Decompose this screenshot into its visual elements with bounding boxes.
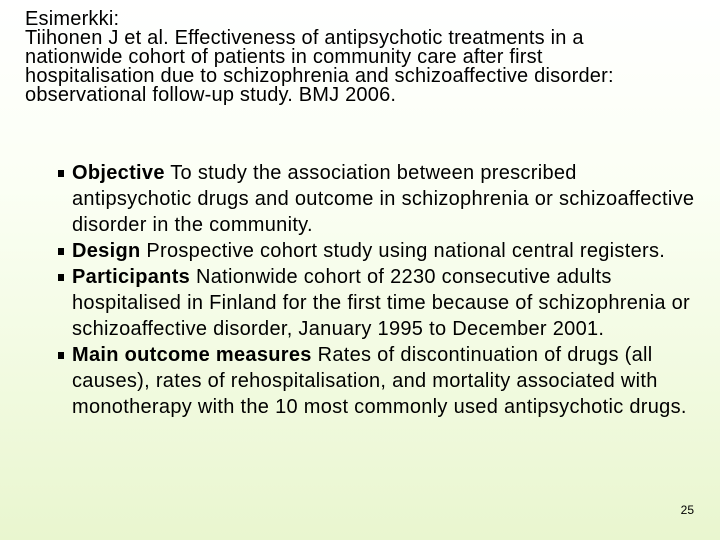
bullet-label: Objective <box>72 162 165 184</box>
bullet-text: Nationwide cohort of 2230 consecutive adults hospitalised in Finland for the first time because of schizophrenia or schizoaffective disorder, January 1995 to December 2001. <box>72 266 690 340</box>
bullet-participants <box>60 264 700 342</box>
slide-title <box>25 10 720 105</box>
bullet-marker-icon <box>58 352 64 359</box>
bullet-label: Participants <box>72 266 191 288</box>
bullet-marker-icon <box>58 248 64 255</box>
bullet-marker-icon <box>58 274 64 281</box>
page-number: 25 <box>680 503 694 517</box>
title-line: observational follow-up study. BMJ 2006. <box>25 84 397 106</box>
bullet-text: Rates of discontinuation of drugs (all causes), rates of rehospitalisation, and mortality associated with monotherapy with the 10 most commonly used antipsychotic drugs. <box>72 344 687 418</box>
title-line: hospitalisation due to schizophrenia and schizoaffective disorder: <box>25 65 614 87</box>
bullet-marker-icon <box>58 170 64 177</box>
title-line: Esimerkki: <box>25 8 120 30</box>
bullet-text: To study the association between prescribed antipsychotic drugs and outcome in schizophrenia or schizoaffective disorder in the community. <box>72 162 695 236</box>
bullet-design <box>60 238 700 264</box>
title-line: nationwide cohort of patients in community care after first <box>25 46 543 68</box>
title-line: Tiihonen J et al. Effectiveness of antipsychotic treatments in a <box>25 27 584 49</box>
bullet-label: Design <box>72 240 141 262</box>
bullet-label: Main outcome measures <box>72 344 312 366</box>
bullet-main-outcome-measures <box>60 342 700 420</box>
bullet-text: Prospective cohort study using national central registers. <box>140 240 666 262</box>
bullet-list <box>60 160 700 420</box>
bullet-objective <box>60 160 700 238</box>
